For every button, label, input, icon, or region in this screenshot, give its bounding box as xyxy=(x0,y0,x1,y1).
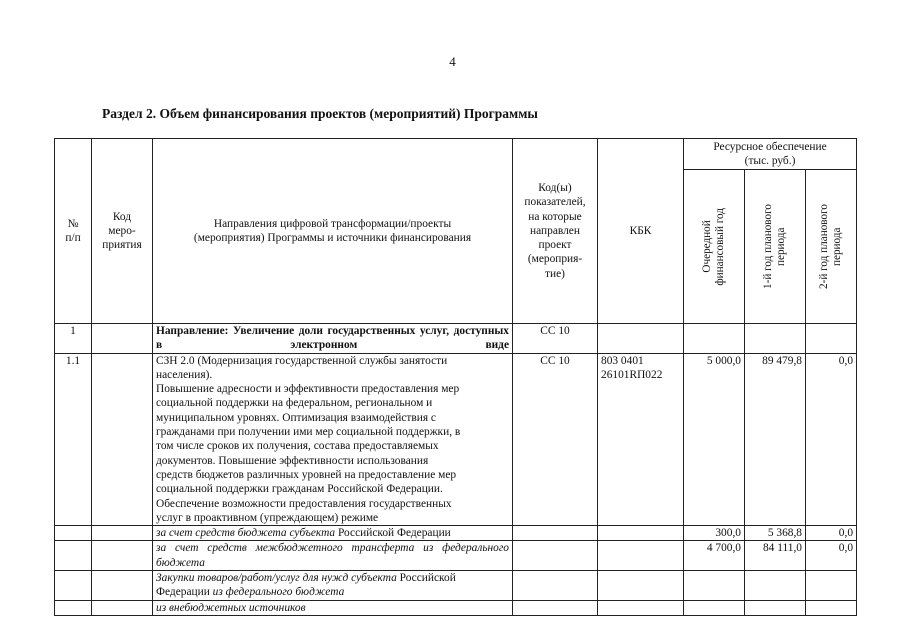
source-plan2: 0,0 xyxy=(806,526,857,541)
project-code xyxy=(92,353,153,526)
header-row-1 xyxy=(55,139,857,170)
project-plan2: 0,0 xyxy=(806,353,857,526)
source-label: за счет средств межбюджетного трансферта из федерального бюджета xyxy=(153,541,513,571)
source-label: из внебюджетных источников xyxy=(153,600,513,615)
source-current: 300,0 xyxy=(684,526,745,541)
project-kbk: 803 0401 26101RП022 xyxy=(598,353,684,526)
source-plan1 xyxy=(745,600,806,615)
source-current: 4 700,0 xyxy=(684,541,745,571)
header-year-plan2: 2-й год планового периода xyxy=(806,170,857,324)
source-plan2 xyxy=(806,571,857,601)
project-num: 1.1 xyxy=(55,353,92,526)
header-year-current: Очередной финансовый год xyxy=(684,170,745,324)
source-current xyxy=(684,600,745,615)
source-row xyxy=(55,571,857,601)
project-row xyxy=(55,353,857,526)
source-plan2 xyxy=(806,600,857,615)
source-plan1 xyxy=(745,571,806,601)
header-resources: Ресурсное обеспечение (тыс. руб.) xyxy=(684,139,857,170)
source-row xyxy=(55,541,857,571)
header-kbk: КБК xyxy=(598,139,684,324)
header-num: № п/п xyxy=(55,139,92,324)
source-label: Закупки товаров/работ/услуг для нужд субъекта Российской Федерации из федерального бюджета xyxy=(153,571,513,601)
header-year-plan1: 1-й год планового периода xyxy=(745,170,806,324)
header-indicators: Код(ы) показателей, на которые направлен проект (мероприя- тие) xyxy=(513,139,598,324)
page-number: 4 xyxy=(449,54,456,69)
financing-table xyxy=(54,138,857,616)
section-heading: Раздел 2. Объем финансирования проектов (мероприятий) Программы xyxy=(102,106,538,121)
header-direction: Направления цифровой трансформации/проекты (мероприятия) Программы и источники финансирования xyxy=(153,139,513,324)
header-code: Код меро- приятия xyxy=(92,139,153,324)
project-description: СЗН 2.0 (Модернизация государственной службы занятости населения). Повышение адресности и эффективности предоставления мер социальной поддержки на федеральном, региональном и муниципальном уровнях. Оптимизация взаимодействия с гражданами при получении ими мер социальной поддержки, в том числе сроков их получения, состава предоставляемых документов. Повышение эффективности использования средств бюджетов различных уровней на предоставление мер социальной поддержки гражданам Российской Федерации. Обеспечение возможности предоставления государственных услуг в проактивном (упреждающем) режиме xyxy=(153,353,513,526)
source-plan2: 0,0 xyxy=(806,541,857,571)
direction-row xyxy=(55,324,857,354)
source-row xyxy=(55,600,857,615)
direction-code xyxy=(92,324,153,354)
source-row xyxy=(55,526,857,541)
source-plan1: 5 368,8 xyxy=(745,526,806,541)
project-current: 5 000,0 xyxy=(684,353,745,526)
direction-text: Направление: Увеличение доли государственных услуг, доступных в электронном виде xyxy=(153,324,513,354)
direction-num: 1 xyxy=(55,324,92,354)
source-label: за счет средств бюджета субъекта Российской Федерации xyxy=(153,526,513,541)
project-plan1: 89 479,8 xyxy=(745,353,806,526)
source-plan1: 84 111,0 xyxy=(745,541,806,571)
project-indicator: СС 10 xyxy=(513,353,598,526)
direction-indicator: СС 10 xyxy=(513,324,598,354)
source-current xyxy=(684,571,745,601)
